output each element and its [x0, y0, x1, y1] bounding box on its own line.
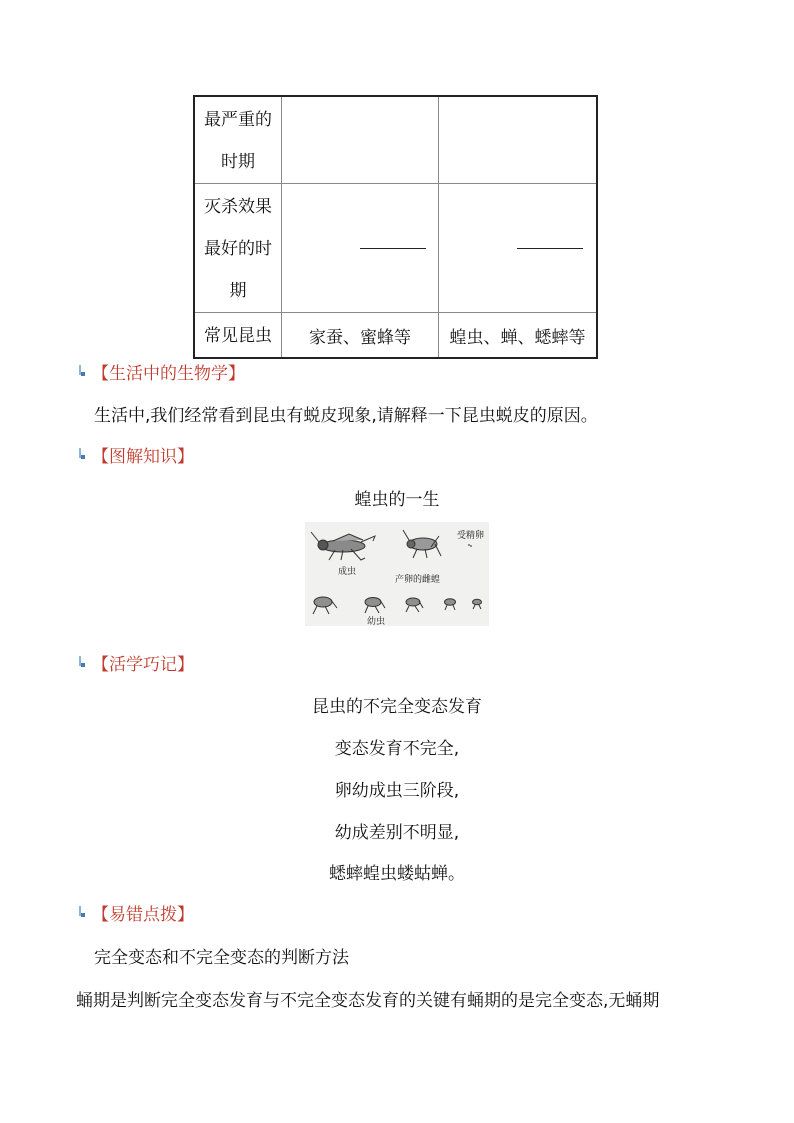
section-title: 【图解知识】	[92, 446, 194, 467]
table-row	[194, 313, 597, 359]
bullet-icon	[76, 364, 86, 378]
paragraph: 生活中,我们经常看到昆虫有蜕皮现象,请解释一下昆虫蜕皮的原因。	[94, 406, 598, 426]
table-cell: 蝗虫、蝉、蟋蟀等	[439, 313, 598, 359]
section-heading	[76, 441, 194, 467]
row-header-line: 最好的时	[204, 239, 272, 259]
table-cell	[282, 184, 439, 313]
memo-line: 幼成差别不明显,	[334, 823, 460, 843]
egg-label: 受精卵	[457, 531, 485, 541]
figure-caption: 蝗虫的一生	[354, 490, 440, 510]
section-title: 【活学巧记】	[92, 654, 194, 675]
fill-in-blank[interactable]	[360, 248, 426, 249]
table-cell: 家蚕、蜜蜂等	[282, 313, 439, 359]
row-header-line: 常见昆虫	[204, 326, 272, 346]
bullet-icon	[76, 905, 86, 919]
memo-line: 蟋蟀蝗虫蝼蛄蝉。	[329, 864, 465, 884]
row-header-line: 期	[229, 281, 247, 301]
table-cell	[282, 96, 439, 184]
bullet-icon	[76, 447, 86, 461]
memo-line: 昆虫的不完全变态发育	[312, 697, 482, 717]
table-cell	[439, 96, 598, 184]
laying-female-label: 产卵的雌蝗	[395, 575, 441, 585]
row-header-line: 最严重的	[204, 110, 272, 130]
table-row	[194, 96, 597, 184]
section-title: 【易错点拨】	[92, 904, 194, 925]
row-header-line: 灭杀效果	[204, 197, 272, 217]
locust-life-cycle-image	[305, 522, 489, 626]
paragraph: 蛹期是判断完全变态发育与不完全变态发育的关键有蛹期的是完全变态,无蛹期	[76, 991, 660, 1011]
row-header	[194, 184, 282, 313]
row-header-line: 时期	[221, 152, 255, 172]
adult-label: 成虫	[338, 567, 357, 577]
nymph-label: 幼虫	[367, 617, 386, 627]
fill-in-blank[interactable]	[517, 248, 583, 249]
tip-subtitle: 完全变态和不完全变态的判断方法	[94, 948, 349, 968]
section-heading	[76, 358, 245, 384]
memo-line: 变态发育不完全,	[334, 739, 460, 759]
row-header	[194, 313, 282, 359]
bullet-icon	[76, 655, 86, 669]
section-heading	[76, 899, 194, 925]
section-heading	[76, 649, 194, 675]
section-title: 【生活中的生物学】	[92, 363, 245, 384]
comparison-table	[193, 95, 598, 359]
memo-line: 卵幼成虫三阶段,	[334, 781, 460, 801]
table-cell	[439, 184, 598, 313]
table-row	[194, 184, 597, 313]
row-header	[194, 96, 282, 184]
